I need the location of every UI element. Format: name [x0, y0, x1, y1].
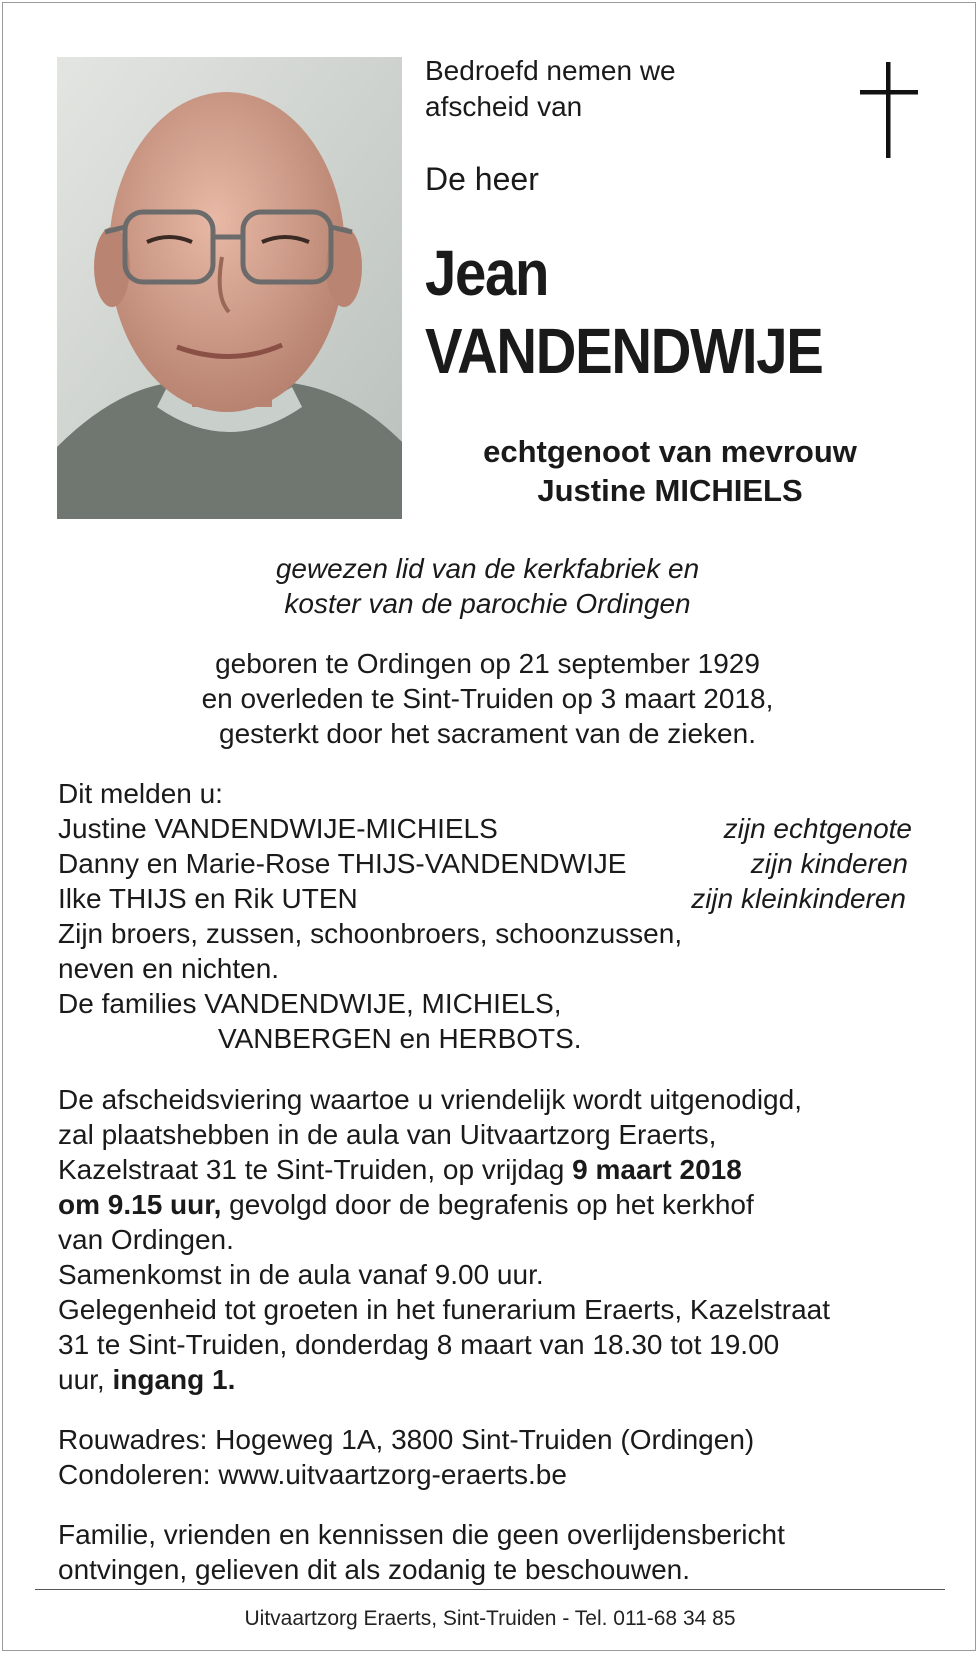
- condolence-website: Condoleren: www.uitvaartzorg-eraerts.be: [58, 1459, 567, 1490]
- announcer-name: Danny en Marie-Rose THIJS-VANDENDWIJE: [58, 848, 627, 879]
- salutation: De heer: [425, 161, 539, 197]
- ceremony-text: uur,: [58, 1364, 113, 1395]
- ceremony-line: De afscheidsviering waartoe u vriendelijk wordt uitgenodigd,: [58, 1084, 802, 1115]
- intro-line-2: afscheid van: [425, 91, 583, 122]
- announcers-extra-line: De families VANDENDWIJE, MICHIELS,: [58, 988, 562, 1019]
- announcer-relation: zijn kinderen: [750, 848, 908, 879]
- roles-line-2: koster van de parochie Ordingen: [284, 588, 691, 619]
- ceremony-line: [58, 1153, 918, 1187]
- ceremony-line: zal plaatshebben in de aula van Uitvaartzorg Eraerts,: [58, 1119, 717, 1150]
- intro-line-1: Bedroefd nemen we: [425, 55, 676, 86]
- announcer-name: Justine VANDENDWIJE-MICHIELS: [58, 813, 498, 844]
- ceremony-line: van Ordingen.: [58, 1224, 234, 1255]
- deceased-first-name: Jean: [425, 237, 549, 309]
- footer-funeral-home: Uitvaartzorg Eraerts, Sint-Truiden - Tel. 011-68 34 85: [244, 1607, 736, 1630]
- closing-line: Familie, vrienden en kennissen die geen overlijdensbericht: [58, 1519, 785, 1550]
- ceremony-line: [58, 1363, 918, 1397]
- roles-line-1: gewezen lid van de kerkfabriek en: [275, 553, 700, 584]
- announcer-row: [58, 812, 918, 846]
- spouse-line-2: Justine MICHIELS: [537, 473, 803, 508]
- spouse-line-1: echtgenoot van mevrouw: [483, 434, 857, 469]
- ceremony-line: Samenkomst in de aula vanaf 9.00 uur.: [58, 1259, 544, 1290]
- ceremony-time: om 9.15 uur,: [58, 1189, 222, 1220]
- ceremony-line: 31 te Sint-Truiden, donderdag 8 maart van 18.30 tot 19.00: [58, 1329, 780, 1360]
- ceremony-text: gevolgd door de begrafenis op het kerkhof: [221, 1189, 754, 1220]
- life-line-1: geboren te Ordingen op 21 september 1929: [215, 648, 760, 679]
- entrance: ingang 1.: [112, 1364, 236, 1395]
- ceremony-line: Gelegenheid tot groeten in het funerarium Eraerts, Kazelstraat: [58, 1294, 830, 1325]
- ceremony-text: Kazelstraat 31 te Sint-Truiden, op vrijdag: [58, 1154, 573, 1185]
- portrait-photo: [57, 57, 402, 519]
- footer-divider: [35, 1589, 945, 1590]
- announcers-extra-line: VANBERGEN en HERBOTS.: [218, 1023, 582, 1054]
- cross-icon: [860, 62, 918, 158]
- life-line-2: en overleden te Sint-Truiden op 3 maart 2018,: [201, 683, 774, 714]
- announcers-extra-line: neven en nichten.: [58, 953, 280, 984]
- ceremony-line: [58, 1188, 918, 1222]
- announcer-relation: zijn kleinkinderen: [691, 883, 906, 914]
- announcer-name: Ilke THIJS en Rik UTEN: [58, 883, 358, 914]
- mourning-address: Rouwadres: Hogeweg 1A, 3800 Sint-Truiden (Ordingen): [58, 1424, 755, 1455]
- announcer-row: [58, 882, 918, 916]
- announcers-heading: Dit melden u:: [58, 778, 223, 809]
- life-line-3: gesterkt door het sacrament van de zieken.: [219, 718, 756, 749]
- ceremony-date: 9 maart 2018: [572, 1154, 742, 1185]
- deceased-last-name: VANDENDWIJE: [425, 315, 823, 387]
- announcer-row: [58, 847, 918, 881]
- announcers-extra-line: Zijn broers, zussen, schoonbroers, schoonzussen,: [58, 918, 683, 949]
- closing-line: ontvingen, gelieven dit als zodanig te beschouwen.: [58, 1554, 690, 1585]
- announcer-relation: zijn echtgenote: [723, 813, 912, 844]
